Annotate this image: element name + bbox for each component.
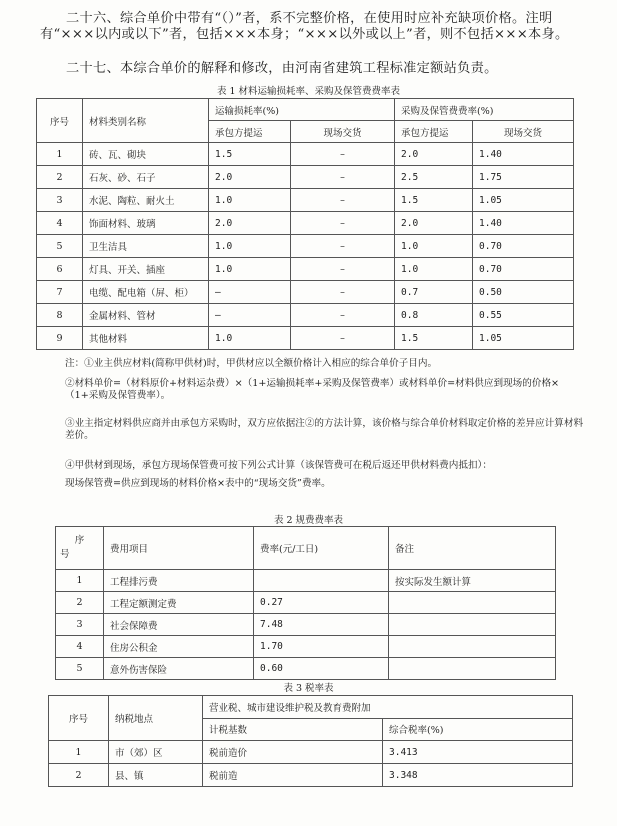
table1-cell: 饰面材料、玻璃 (83, 212, 209, 235)
table1-cell: 1 (37, 143, 83, 166)
table1-cell: 4 (37, 212, 83, 235)
table1-row (37, 258, 574, 281)
table2-header-seq-b: 号 (60, 549, 70, 560)
table1-row (37, 143, 574, 166)
table1-cell: 0.7 (395, 281, 473, 304)
table1-header-purchase: 采购及保管费费率(%) (395, 99, 574, 121)
table2-cell: 3 (56, 614, 104, 636)
table1-cell: 金属材料、管材 (83, 304, 209, 327)
table3-tax-rates (48, 695, 573, 787)
table1-row (37, 304, 574, 327)
note-1: 注：①业主供应材料(简称甲供材)时，甲供材应以全额价格计入相应的综合单价子目内。 (65, 358, 438, 369)
table1-cell: 1.5 (395, 189, 473, 212)
table2-cell: 住房公积金 (104, 636, 254, 658)
table1-row (37, 327, 574, 350)
table1-cell: 电缆、配电箱（屏、柜） (83, 281, 209, 304)
table2-cell: 5 (56, 658, 104, 680)
table1-cell: – (291, 281, 395, 304)
table1-cell: 石灰、砂、石子 (83, 166, 209, 189)
table2-row (56, 614, 556, 636)
table1-cell: 砖、瓦、砌块 (83, 143, 209, 166)
table2-cell: 2 (56, 592, 104, 614)
table2-cell: 按实际发生额计算 (389, 570, 556, 592)
table1-cell: 0.55 (473, 304, 574, 327)
table1-cell: 1.5 (209, 143, 291, 166)
table1-cell: 2 (37, 166, 83, 189)
table1-cell: 1.75 (473, 166, 574, 189)
table2-header-item: 费用项目 (104, 527, 254, 570)
table2-row (56, 636, 556, 658)
table2-header-rate: 费率(元/工日) (254, 527, 389, 570)
table1-cell: 其他材料 (83, 327, 209, 350)
table1-cell: 3 (37, 189, 83, 212)
note-4: ④甲供材到现场，承包方现场保管费可按下列公式计算（该保管费可在税后返还甲供材料费内抵扣）： (65, 460, 492, 471)
table1-cell: 卫生洁具 (83, 235, 209, 258)
table1-cell: 1.0 (209, 235, 291, 258)
table1-cell: – (291, 143, 395, 166)
table3-header-seq: 序号 (49, 696, 109, 741)
table1-header-sub: 现场交货 (473, 121, 574, 143)
table3-header-base: 计税基数 (203, 718, 383, 741)
table1-row (37, 166, 574, 189)
table2-cell: 0.60 (254, 658, 389, 680)
table1-header-sub: 现场交货 (291, 121, 395, 143)
table1-cell: 水泥、陶粒、耐火土 (83, 189, 209, 212)
table1-cell: 2.0 (209, 212, 291, 235)
table1-row (37, 189, 574, 212)
table1-cell: 0.8 (395, 304, 473, 327)
table1-cell: 1.05 (473, 327, 574, 350)
table1-header-name: 材料类别名称 (83, 99, 209, 143)
note-2-text: ②材料单价=（材料原价+材料运杂费）×（1+运输损耗率+采购及保管费率）或材料单价=材料供应到现场的价格×（1+采购及保管费率）。 (65, 378, 560, 401)
table3-cell: 2 (49, 764, 109, 787)
note-2 (65, 378, 585, 402)
table1-header-sub: 承包方提运 (209, 121, 291, 143)
table1-cell: 0.70 (473, 258, 574, 281)
table1-cell: – (291, 189, 395, 212)
table1-cell: – (291, 166, 395, 189)
table1-cell: 1.0 (209, 327, 291, 350)
table1-row (37, 281, 574, 304)
table3-caption: 表 3 税率表 (283, 683, 334, 694)
table2-cell: 工程排污费 (104, 570, 254, 592)
table1-cell: 1.0 (395, 258, 473, 281)
table3-row (49, 764, 573, 787)
table1-cell: 6 (37, 258, 83, 281)
table2-cell (389, 614, 556, 636)
table1-cell: 1.0 (395, 235, 473, 258)
table1-cell: – (291, 304, 395, 327)
table2-caption: 表 2 规费费率表 (273, 515, 344, 526)
table2-cell: 意外伤害保险 (104, 658, 254, 680)
table1-cell: 2.5 (395, 166, 473, 189)
table2-header-remark: 备注 (389, 527, 556, 570)
table2-row (56, 570, 556, 592)
table1-material-rates (36, 98, 574, 350)
table2-cell (389, 636, 556, 658)
table2-cell: 工程定额测定费 (104, 592, 254, 614)
table3-cell: 3.413 (383, 741, 573, 764)
table2-row (56, 658, 556, 680)
table3-cell: 税前造价 (203, 741, 383, 764)
table2-header-seq (56, 527, 104, 570)
table1-caption: 表 1 材料运输损耗率、采购及保管费费率表 (216, 86, 401, 97)
table1-header-seq: 序号 (37, 99, 83, 143)
table2-cell: 1 (56, 570, 104, 592)
table2-cell (254, 570, 389, 592)
table1-cell: – (291, 212, 395, 235)
table1-cell: – (291, 258, 395, 281)
table1-cell: – (291, 327, 395, 350)
table3-cell: 税前造 (203, 764, 383, 787)
table1-header-sub: 承包方提运 (395, 121, 473, 143)
table1-cell: – (209, 281, 291, 304)
table2-header-seq-a: 序 (74, 535, 85, 546)
note-5: 现场保管费=供应到现场的材料价格×表中的“现场交货”费率。 (65, 478, 331, 489)
table1-cell: 5 (37, 235, 83, 258)
table2-fee-rates (55, 526, 556, 680)
table1-cell: 0.70 (473, 235, 574, 258)
table1-row (37, 212, 574, 235)
table2-cell: 4 (56, 636, 104, 658)
table1-cell: 1.0 (209, 189, 291, 212)
table1-cell: 灯具、开关、插座 (83, 258, 209, 281)
table2-cell: 0.27 (254, 592, 389, 614)
table1-cell: 0.50 (473, 281, 574, 304)
paragraph-26: 二十六、综合单价中带有“（）”者，系不完整价格，在使用时应补充缺项价格。注明有“×××以内或以下”者，包括×××本身；“×××以外或以上”者，则不包括×××本身。 (40, 11, 569, 42)
table1-cell: 2.0 (209, 166, 291, 189)
table1-cell: 1.40 (473, 143, 574, 166)
table3-header-group: 营业税、城市建设维护税及教育费附加 (203, 696, 573, 719)
table1-cell: 1.05 (473, 189, 574, 212)
table1-cell: 1.0 (209, 258, 291, 281)
table3-row (49, 741, 573, 764)
table3-header-rate: 综合税率(%) (383, 718, 573, 741)
table3-cell: 3.348 (383, 764, 573, 787)
table1-cell: 1.5 (395, 327, 473, 350)
table1-cell: – (291, 235, 395, 258)
table2-cell (389, 592, 556, 614)
table1-cell: 9 (37, 327, 83, 350)
table2-row (56, 592, 556, 614)
table2-cell (389, 658, 556, 680)
table2-cell: 1.70 (254, 636, 389, 658)
table1-cell: 8 (37, 304, 83, 327)
table3-cell: 县、镇 (109, 764, 203, 787)
table2-cell: 7.48 (254, 614, 389, 636)
table1-cell: 7 (37, 281, 83, 304)
table3-header-place: 纳税地点 (109, 696, 203, 741)
paragraph-27: 二十七、本综合单价的解释和修改，由河南省建筑工程标准定额站负责。 (66, 61, 498, 76)
table1-cell: 1.40 (473, 212, 574, 235)
table1-row (37, 235, 574, 258)
table2-cell: 社会保障费 (104, 614, 254, 636)
note-3: ③业主指定材料供应商并由承包方采购时，双方应依据注②的方法计算，该价格与综合单价材料取定价格的差异应计算材料差价。 (65, 418, 584, 441)
table1-cell: 2.0 (395, 143, 473, 166)
table1-cell: – (209, 304, 291, 327)
table3-cell: 1 (49, 741, 109, 764)
table1-header-transport: 运输损耗率(%) (209, 99, 395, 121)
table1-cell: 2.0 (395, 212, 473, 235)
table3-cell: 市（郊）区 (109, 741, 203, 764)
